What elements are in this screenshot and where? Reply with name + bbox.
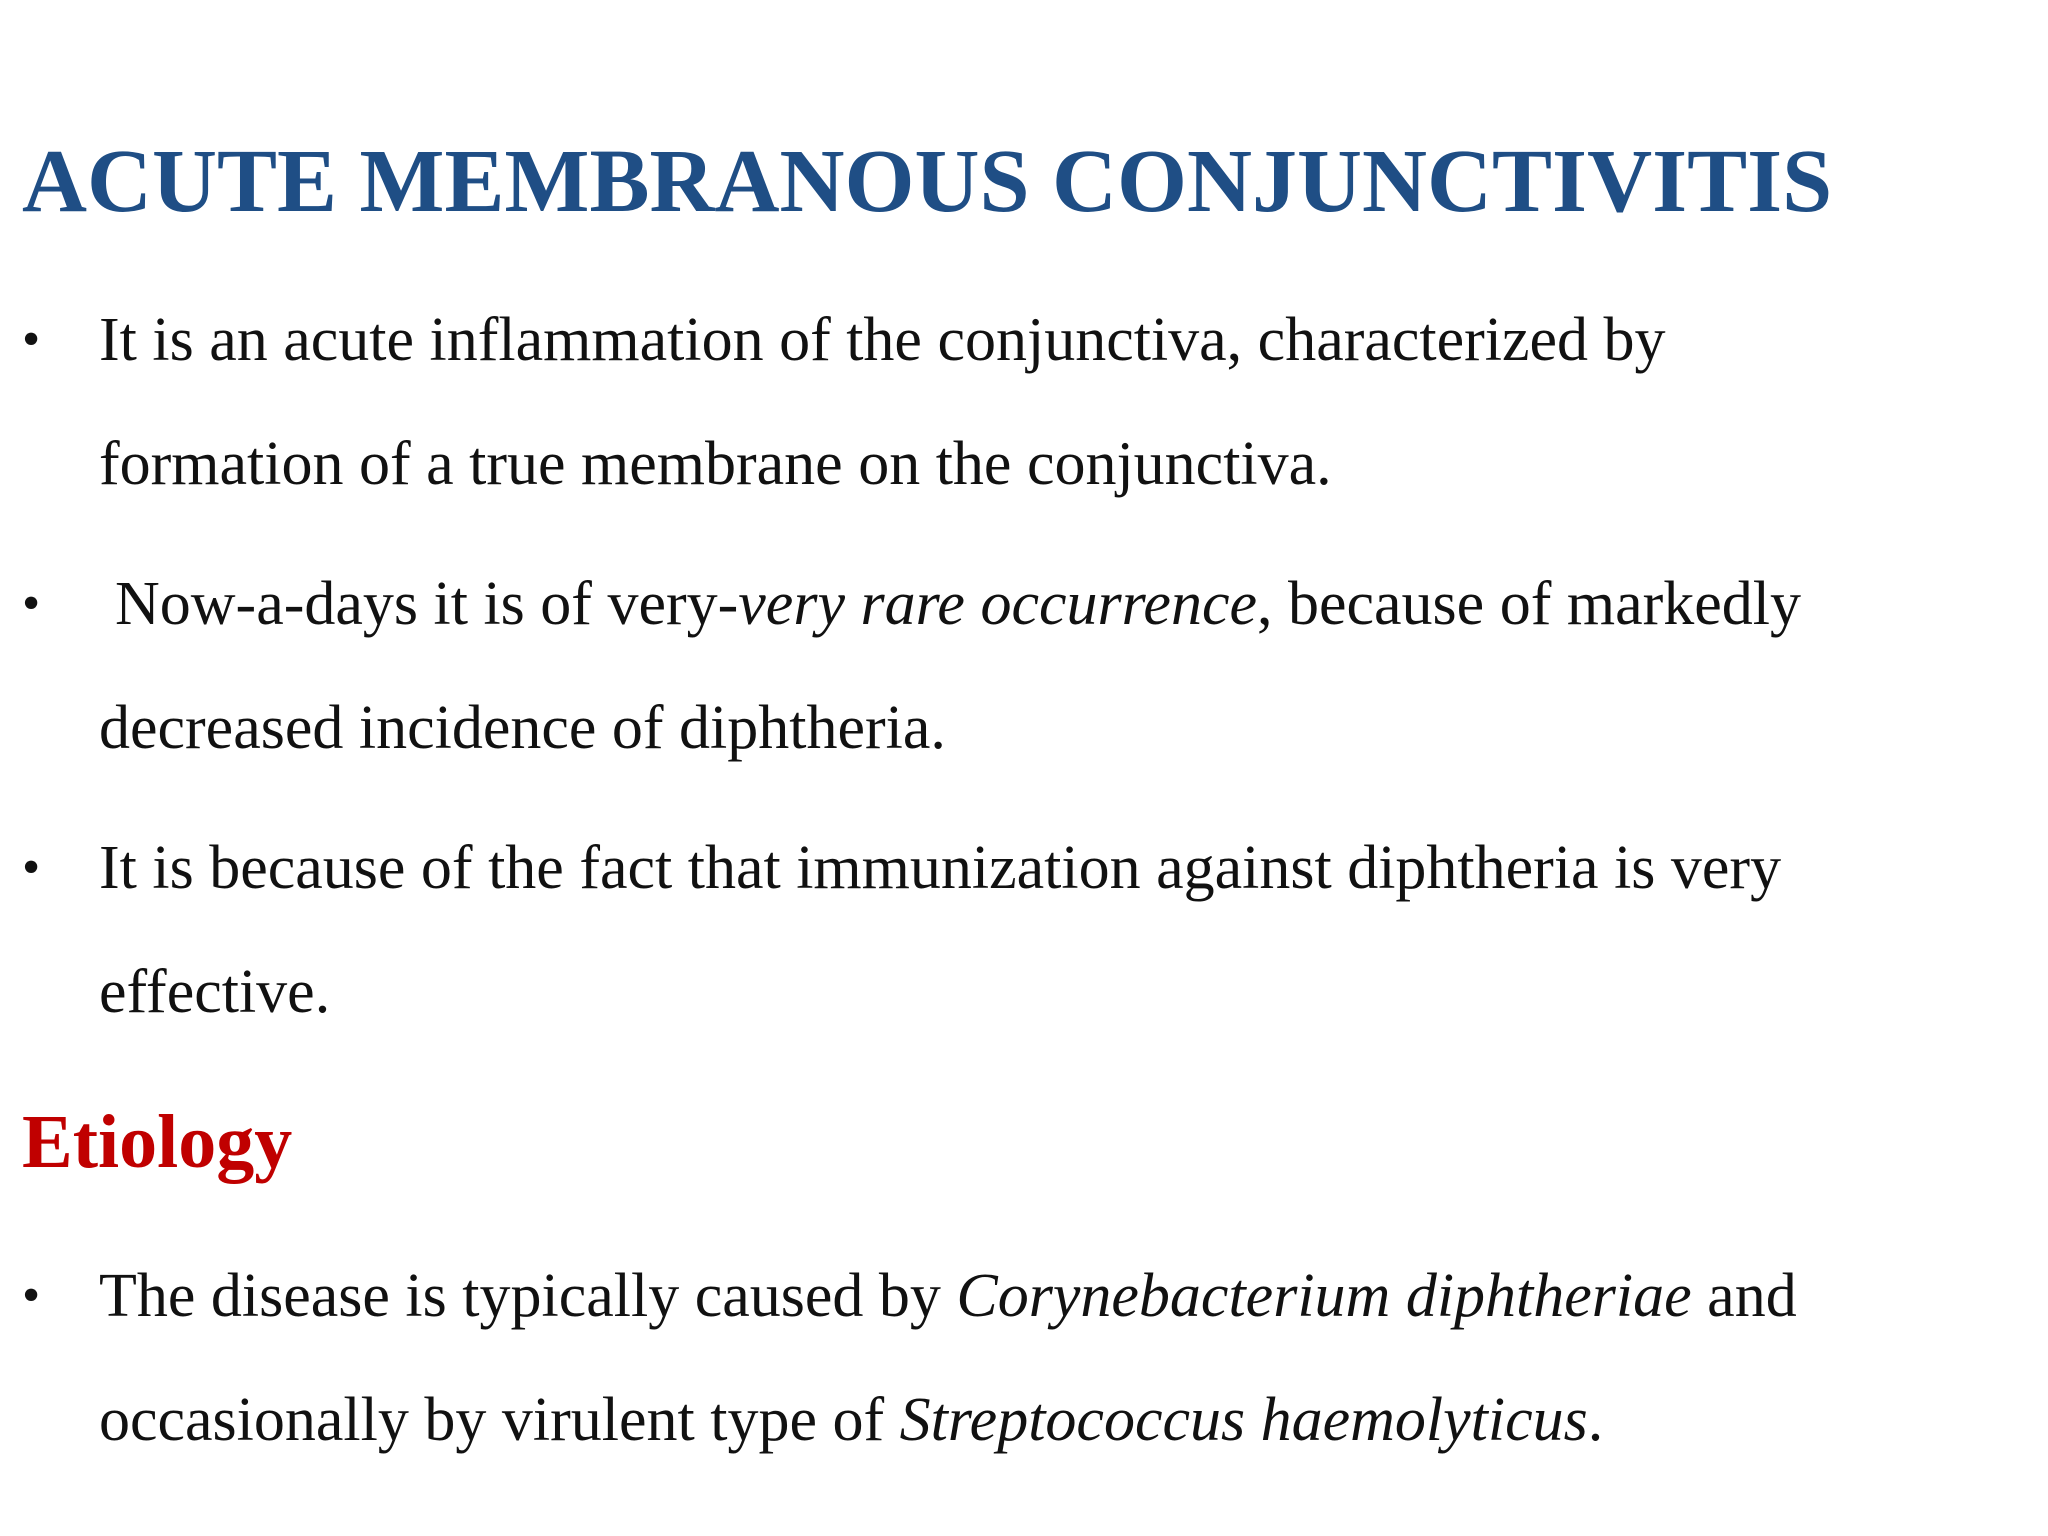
bullet-line-end: and xyxy=(1691,1262,1797,1330)
bullet-icon: • xyxy=(22,1267,41,1324)
slide-title: ACUTE MEMBRANOUS CONJUNCTIVITIS xyxy=(22,132,1833,231)
bullet-icon: • xyxy=(22,575,41,632)
bullet-text xyxy=(99,542,2019,790)
organism-name: Corynebacterium diphtheriae xyxy=(956,1262,1692,1330)
bullet-line: effective. xyxy=(99,958,331,1026)
bullet-line-end: . xyxy=(1587,1386,1604,1454)
bullet-text xyxy=(99,806,2019,1054)
bullet-line-start: occasionally by virulent type of xyxy=(99,1386,900,1454)
section-heading-etiology: Etiology xyxy=(22,1100,293,1184)
bullet-text xyxy=(99,278,2019,526)
bullet-icon: • xyxy=(22,839,41,896)
bullet-line: formation of a true membrane on the conjunctiva. xyxy=(99,430,1332,498)
bullet-line-end: , because of markedly xyxy=(1257,570,1801,638)
bullet-icon: • xyxy=(22,311,41,368)
bullet-line: It is an acute inflammation of the conjunctiva, characterized by xyxy=(99,306,1666,374)
organism-name: Streptococcus haemolyticus xyxy=(899,1386,1588,1454)
bullet-line: decreased incidence of diphtheria. xyxy=(99,694,946,762)
emphasis-text: very rare occurrence xyxy=(738,570,1257,638)
bullet-line-start: The disease is typically caused by xyxy=(99,1262,957,1330)
bullet-text xyxy=(99,1234,2019,1482)
bullet-line-start: Now-a-days it is of very- xyxy=(115,570,739,638)
bullet-line: It is because of the fact that immunization against diphtheria is very xyxy=(99,834,1782,902)
